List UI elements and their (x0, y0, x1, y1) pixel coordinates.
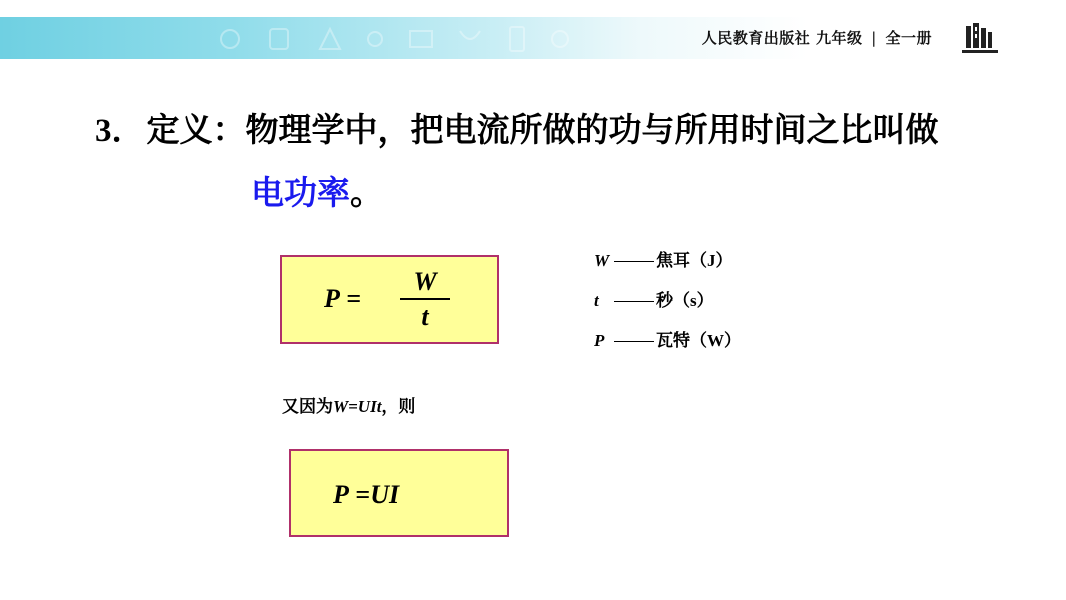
unit-dash (614, 261, 654, 262)
because-line (282, 392, 415, 417)
separator: | (871, 29, 877, 47)
banner-decoration-icons (210, 21, 590, 57)
definition-term-line (251, 167, 383, 214)
unit-dash (614, 341, 654, 342)
unit-abbr: J (707, 251, 716, 270)
unit-name: 秒（ (656, 291, 690, 311)
header-banner (0, 17, 1036, 59)
unit-list (594, 248, 741, 368)
unit-abbr: W (707, 331, 724, 350)
unit-row-power (594, 328, 741, 368)
unit-close: ） (715, 251, 733, 271)
formula1-p: P (324, 284, 340, 313)
definition-line (95, 104, 939, 151)
formula1-fraction (400, 267, 450, 331)
because-suffix: ，则 (381, 397, 416, 417)
fraction-bar (400, 298, 450, 300)
unit-name: 瓦特（ (656, 331, 707, 351)
publisher-logo-icon (960, 22, 1000, 56)
unit-row-work (594, 248, 741, 288)
publisher-name: 人民教育出版社 (701, 29, 811, 47)
definition-number: 3． (95, 113, 145, 149)
formula1-denominator: t (421, 302, 429, 331)
because-equation: W=UIt (333, 397, 382, 416)
unit-close: ） (724, 331, 741, 351)
formula2 (333, 480, 399, 510)
formula1-equals: = (339, 284, 362, 313)
unit-row-time (594, 288, 741, 328)
power-formula-box (280, 255, 499, 344)
term-electric-power: 电功率 (251, 173, 350, 212)
volume-label: 全一册 (885, 29, 932, 47)
formula2-p: P (333, 480, 349, 509)
unit-abbr: s (690, 291, 697, 310)
grade-label: 九年级 (815, 29, 863, 47)
power-ui-formula-box (289, 449, 509, 537)
formula2-equals: = (348, 480, 371, 509)
formula1-numerator: W (413, 267, 437, 296)
unit-symbol: t (594, 291, 599, 310)
publisher-label (702, 27, 932, 48)
definition-text: 定义：物理学中，把电流所做的功与所用时间之比叫做 (146, 110, 939, 149)
term-period: 。 (350, 173, 383, 212)
unit-symbol: W (594, 251, 610, 270)
formula1-lhs (324, 284, 361, 314)
unit-symbol: P (594, 331, 605, 350)
formula2-rhs: UI (370, 480, 400, 509)
unit-dash (614, 301, 654, 302)
because-prefix: 又因为 (282, 397, 333, 417)
unit-name: 焦耳（ (656, 251, 707, 271)
unit-close: ） (696, 291, 714, 311)
